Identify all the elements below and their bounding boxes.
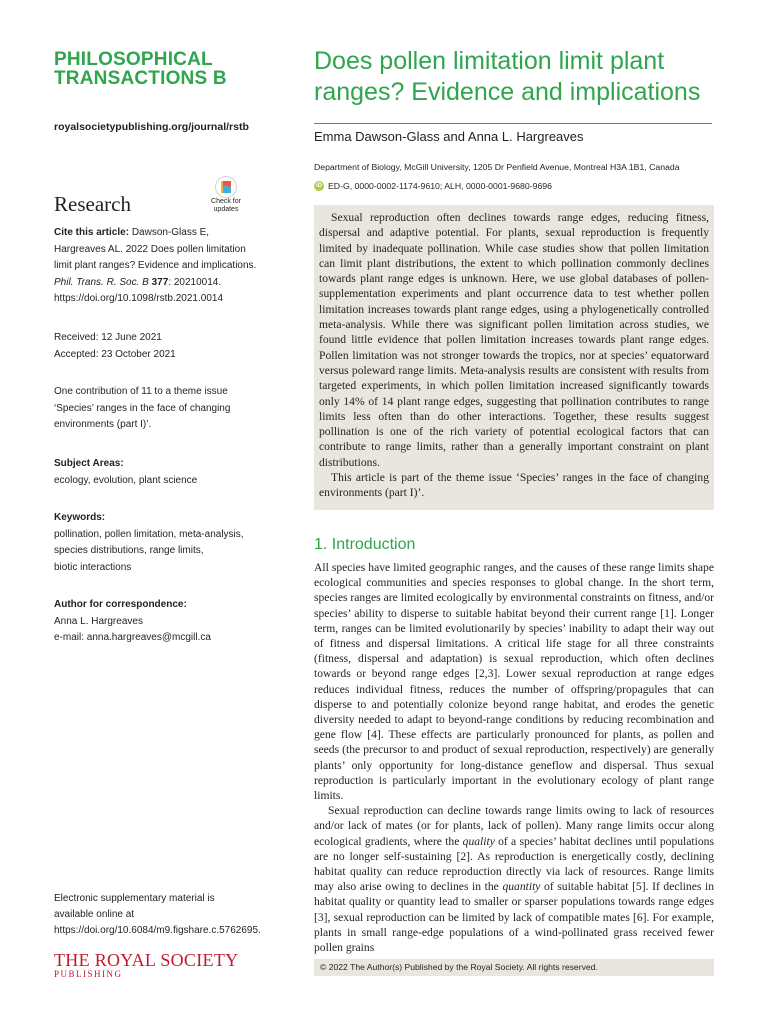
keywords: [54, 510, 259, 576]
abstract-paragraph-2: This article is part of the theme issue ‘Species’ ranges in the face of changing environments (part I)’.: [319, 471, 709, 500]
check-for-line2: updates: [213, 206, 239, 213]
journal-name-line1: PHILOSOPHICAL: [54, 49, 213, 70]
abstract-paragraph-1: Sexual reproduction often declines towards range edges, reducing fitness, dispersal and adaptive potential. For plants, sexual reproduction is frequently limited by inadequate pollination. While case studies show that pollen limitation can limit plant distributions, the extent to which pollination commonly declines towards plant range edges is unknown. Here, we use global databases of pollen-supplementation experiments and plant occurrence data to test whether pollen limitation increases towards plant range edges, using a phylogenetically controlled meta-analysis. While there was significant pollen limitation across studies, we found little evidence that pollen limitation increases towards plant range edges. Pollen limitation was not stronger towards the tropics, nor at species’ equatorward versus poleward range limits. Meta-analysis results are consistent with results from targeted experiments, in which pollen limitation increased significantly towards only 14% of 14 plant range edges, suggesting that pollination contributes to range limits less often than do other interactions. Together, these results suggest pollination is one of the rich variety of potential ecological factors that can contribute to range limits, rather than a generally important constraint on plant distributions.: [319, 211, 709, 469]
keywords-line1: pollination, pollen limitation, meta-analysis,: [54, 528, 244, 540]
cite-rest: : 20210014. https://doi.org/10.1098/rstb.2021.0014: [54, 276, 224, 304]
article-title: Does pollen limitation limit plant ranges? Evidence and implications: [314, 47, 701, 106]
journal-name-line2: TRANSACTIONS B: [54, 68, 227, 89]
article-authors: Emma Dawson-Glass and Anna L. Hargreaves: [314, 129, 584, 144]
keywords-line3: biotic interactions: [54, 561, 132, 573]
check-for-line1: Check for: [211, 198, 241, 205]
orcid-line: [314, 181, 552, 191]
publisher-line2: PUBLISHING: [54, 969, 123, 979]
royal-society-logo: [54, 951, 238, 980]
intro-p2-part3: of suitable habitat [5]. If declines in habitat quality or quantity lead to smaller or sparser populations towards range edges [3], sexual reproduction can be limited by lack of compatible mates [6]. For example, plants in small range-edge populations of a wind-pollinated grass received fewer pollen grains: [314, 880, 714, 955]
supplementary-note: Electronic supplementary material is available online at https://doi.org/10.6084/m9.figshare.c.5762695.: [54, 893, 261, 937]
keywords-label: Keywords:: [54, 512, 106, 523]
subject-areas: [54, 456, 259, 489]
citation-block: [54, 225, 259, 308]
publisher-line1: THE ROYAL SOCIETY: [54, 950, 239, 970]
check-for-updates-button[interactable]: [206, 176, 246, 214]
accepted-date: Accepted: 23 October 2021: [54, 348, 176, 360]
intro-paragraph-2: [314, 803, 714, 955]
introduction-body: [314, 560, 714, 955]
correspondence: [54, 597, 259, 647]
intro-p2-part1: Sexual reproduction can decline towards range limits owing to lack of resources and/or lack of mates (or for plants, lack of pollen). Many range limits occur along ecological gradients, where the: [314, 804, 714, 848]
abstract-box: [314, 205, 714, 510]
title-rule: [314, 123, 712, 124]
intro-p2-italic-quality: quality: [462, 834, 495, 848]
theme-issue-note: One contribution of 11 to a theme issue ‘Species’ ranges in the face of changing environments (part I)’.: [54, 386, 231, 430]
affiliation: Department of Biology, McGill University, 1205 Dr Penfield Avenue, Montreal H3A 1B1, Canada: [314, 162, 680, 172]
cite-text: Dawson-Glass E, Hargreaves AL. 2022 Does pollen limitation limit plant ranges? Evidence and implications.: [54, 227, 257, 271]
section-heading-introduction: 1. Introduction: [314, 536, 416, 553]
dates-block: [54, 330, 259, 363]
intro-p2-italic-quantity: quantity: [502, 880, 541, 894]
cite-volume: 377: [151, 276, 169, 288]
orcid-icon[interactable]: iD: [316, 183, 322, 189]
keywords-line2: species distributions, range limits,: [54, 545, 204, 556]
correspondence-email[interactable]: e-mail: anna.hargreaves@mcgill.ca: [54, 632, 211, 643]
correspondence-name: Anna L. Hargreaves: [54, 615, 143, 627]
intro-paragraph-1: All species have limited geographic ranges, and the causes of these range limits shape ecological communities and species responses to global change. In the short term, species ranges are limited ecologically by environmental constraints on fitness, and/or species’ ability to disperse to suitable habitat beyond their current range [1]. Longer term, ranges can be limited evolutionarily by species’ inability to adapt their way out of fitness and dispersal limitations. A critical life stage for all three constraints (fitness, dispersal and adaptation) is sexual reproduction, which often declines towards or beyond range edges [2,3]. Lower sexual reproduction at range edges reduces individual fitness, reduces the number of offspring/propagules that can disperse to and potentially colonize beyond range habitat, and erodes the genetic diversity needed to adapt to beyond-range conditions by reducing recombination and gene flow [4]. These effects are particularly pronounced for plants, as pollen and seeds (the precursor to and product of sexual reproduction, respectively) are generally plants’ only opportunity for long-distance geneflow and dispersal. Thus sexual reproduction is particularly important in the evolutionary ecology of plant range limits.: [314, 561, 714, 803]
cite-label: Cite this article:: [54, 227, 130, 238]
correspondence-label: Author for correspondence:: [54, 599, 187, 610]
subject-areas-value: ecology, evolution, plant science: [54, 474, 198, 486]
subject-areas-label: Subject Areas:: [54, 458, 124, 469]
journal-name: [54, 50, 227, 88]
crossmark-icon: [215, 176, 237, 198]
cite-journal: Phil. Trans. R. Soc. B: [54, 276, 149, 288]
received-date: Received: 12 June 2021: [54, 332, 162, 343]
copyright-bar: © 2022 The Author(s) Published by the Royal Society. All rights reserved.: [314, 959, 714, 976]
section-label: Research: [54, 192, 131, 216]
journal-url[interactable]: royalsocietypublishing.org/journal/rstb: [54, 121, 249, 133]
orcid-text: ED-G, 0000-0002-1174-9610; ALH, 0000-0001-9680-9696: [328, 181, 552, 191]
intro-p2-part2: of a species’ habitat declines until populations are no longer self-sustaining [2]. As reproduction is energetically costly, declining habitat quality can reduce reproduction directly via lack of resources. Range limits may also arise owing to declines in the: [314, 834, 714, 894]
